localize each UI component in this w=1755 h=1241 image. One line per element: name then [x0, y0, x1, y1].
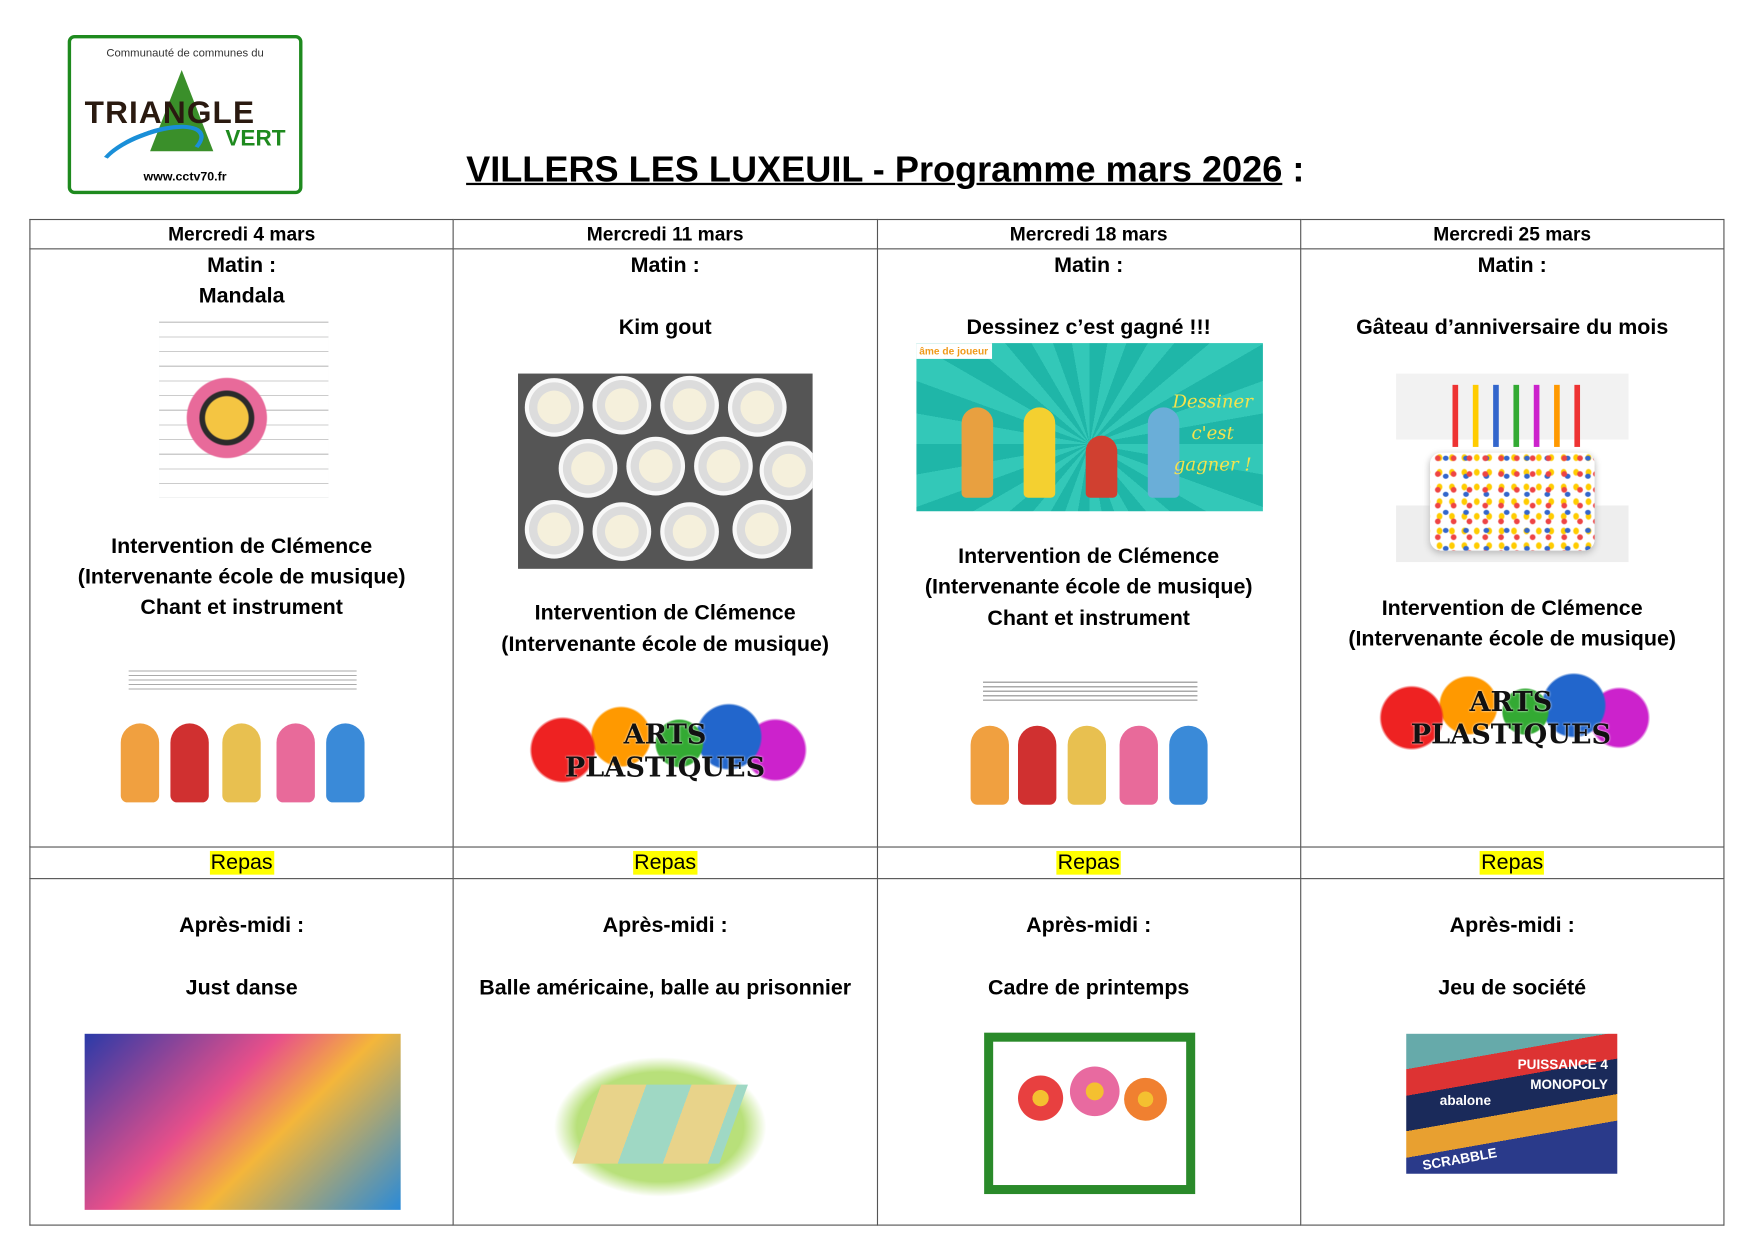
lunch-row	[30, 847, 1724, 879]
birthday-cake-image	[1396, 374, 1628, 562]
morning-row	[30, 249, 1724, 847]
morning-label: Matin :	[1477, 253, 1547, 278]
afternoon-label: Après-midi :	[179, 914, 305, 938]
intervention-line: Chant et instrument	[140, 595, 343, 620]
lunch-cell	[30, 847, 454, 879]
board-games-image	[1406, 1034, 1617, 1174]
lunch-cell	[453, 847, 877, 879]
arts-plastiques-image	[1369, 656, 1653, 780]
mandala-image	[159, 321, 328, 498]
morning-activity: Mandala	[198, 284, 285, 309]
arts-text: ARTS PLASTIQUES	[564, 717, 766, 783]
afternoon-label: Après-midi :	[1026, 914, 1152, 938]
logo-url: www.cctv70.fr	[143, 170, 227, 184]
logo-name: TRIANGLE	[84, 94, 256, 130]
intervention-line: (Intervenante école de musique)	[1348, 627, 1677, 652]
title-colon: :	[1282, 148, 1305, 190]
intervention-line: (Intervenante école de musique)	[924, 575, 1253, 600]
intervention-line: (Intervenante école de musique)	[77, 565, 406, 590]
game-label: MONOPOLY	[1530, 1076, 1608, 1093]
intervention-line: Intervention de Clémence	[1381, 597, 1643, 621]
logo-top-text: Communauté de communes du	[106, 47, 264, 60]
date-cell: Mercredi 18 mars	[877, 220, 1301, 249]
morning-label: Matin :	[630, 253, 700, 278]
morning-label: Matin :	[207, 253, 277, 278]
morning-cell	[877, 249, 1301, 847]
spring-frame-image	[984, 1033, 1195, 1194]
date-cell: Mercredi 4 mars	[30, 220, 454, 249]
game-label: PUISSANCE 4	[1517, 1056, 1608, 1073]
schedule-table	[29, 219, 1724, 1226]
lunch-label: Repas	[1481, 850, 1544, 875]
afternoon-label: Après-midi :	[602, 914, 728, 938]
game-label: SCRABBLE	[1420, 1144, 1498, 1174]
arts-plastiques-image	[519, 684, 810, 816]
afternoon-cell	[1300, 879, 1724, 1225]
lunch-label: Repas	[1057, 850, 1120, 875]
lunch-label: Repas	[210, 850, 273, 875]
taste-cups-image	[518, 374, 813, 569]
date-cell: Mercredi 11 mars	[453, 220, 877, 249]
drawing-image	[916, 343, 1262, 511]
afternoon-cell	[877, 879, 1301, 1225]
logo	[68, 35, 303, 194]
afternoon-activity: Balle américaine, balle au prisonnier	[479, 976, 852, 1000]
intervention-line: Intervention de Clémence	[958, 545, 1220, 569]
intervention-line: Chant et instrument	[987, 607, 1190, 631]
morning-cell	[1300, 249, 1724, 847]
image-badge: âme de joueur	[916, 343, 992, 359]
afternoon-row	[30, 879, 1724, 1225]
lunch-cell	[877, 847, 1301, 879]
morning-cell	[453, 249, 877, 847]
morning-activity: Gâteau d’anniversaire du mois	[1356, 316, 1669, 340]
morning-cell	[30, 249, 454, 847]
page-title-text: VILLERS LES LUXEUIL - Programme mars 2026	[466, 148, 1283, 190]
morning-activity: Dessinez c’est gagné !!!	[966, 316, 1211, 340]
intervention-line: Intervention de Clémence	[111, 534, 373, 559]
intervention-line: (Intervenante école de musique)	[501, 633, 830, 657]
lunch-label: Repas	[634, 850, 697, 875]
afternoon-activity: Cadre de printemps	[987, 976, 1190, 1000]
date-row	[30, 220, 1724, 249]
music-kids-image	[112, 656, 374, 814]
morning-label: Matin :	[1054, 253, 1124, 278]
arts-text: ARTS PLASTIQUES	[1410, 685, 1612, 751]
date-cell: Mercredi 25 mars	[1300, 220, 1724, 249]
lunch-cell	[1300, 847, 1724, 879]
image-caption: Dessiner c'est gagner !	[1172, 390, 1253, 476]
afternoon-activity: Jeu de société	[1438, 976, 1587, 1000]
page-title	[466, 149, 1304, 191]
game-label: abalone	[1439, 1092, 1492, 1109]
afternoon-cell	[453, 879, 877, 1225]
ball-game-image	[553, 1056, 767, 1197]
just-dance-image	[85, 1034, 401, 1210]
afternoon-cell	[30, 879, 454, 1225]
afternoon-activity: Just danse	[185, 976, 298, 1000]
morning-activity: Kim gout	[618, 316, 712, 340]
intervention-line: Intervention de Clémence	[534, 601, 796, 626]
music-kids-image	[966, 667, 1214, 816]
afternoon-label: Après-midi :	[1449, 914, 1575, 938]
logo-sub: VERT	[225, 126, 286, 152]
